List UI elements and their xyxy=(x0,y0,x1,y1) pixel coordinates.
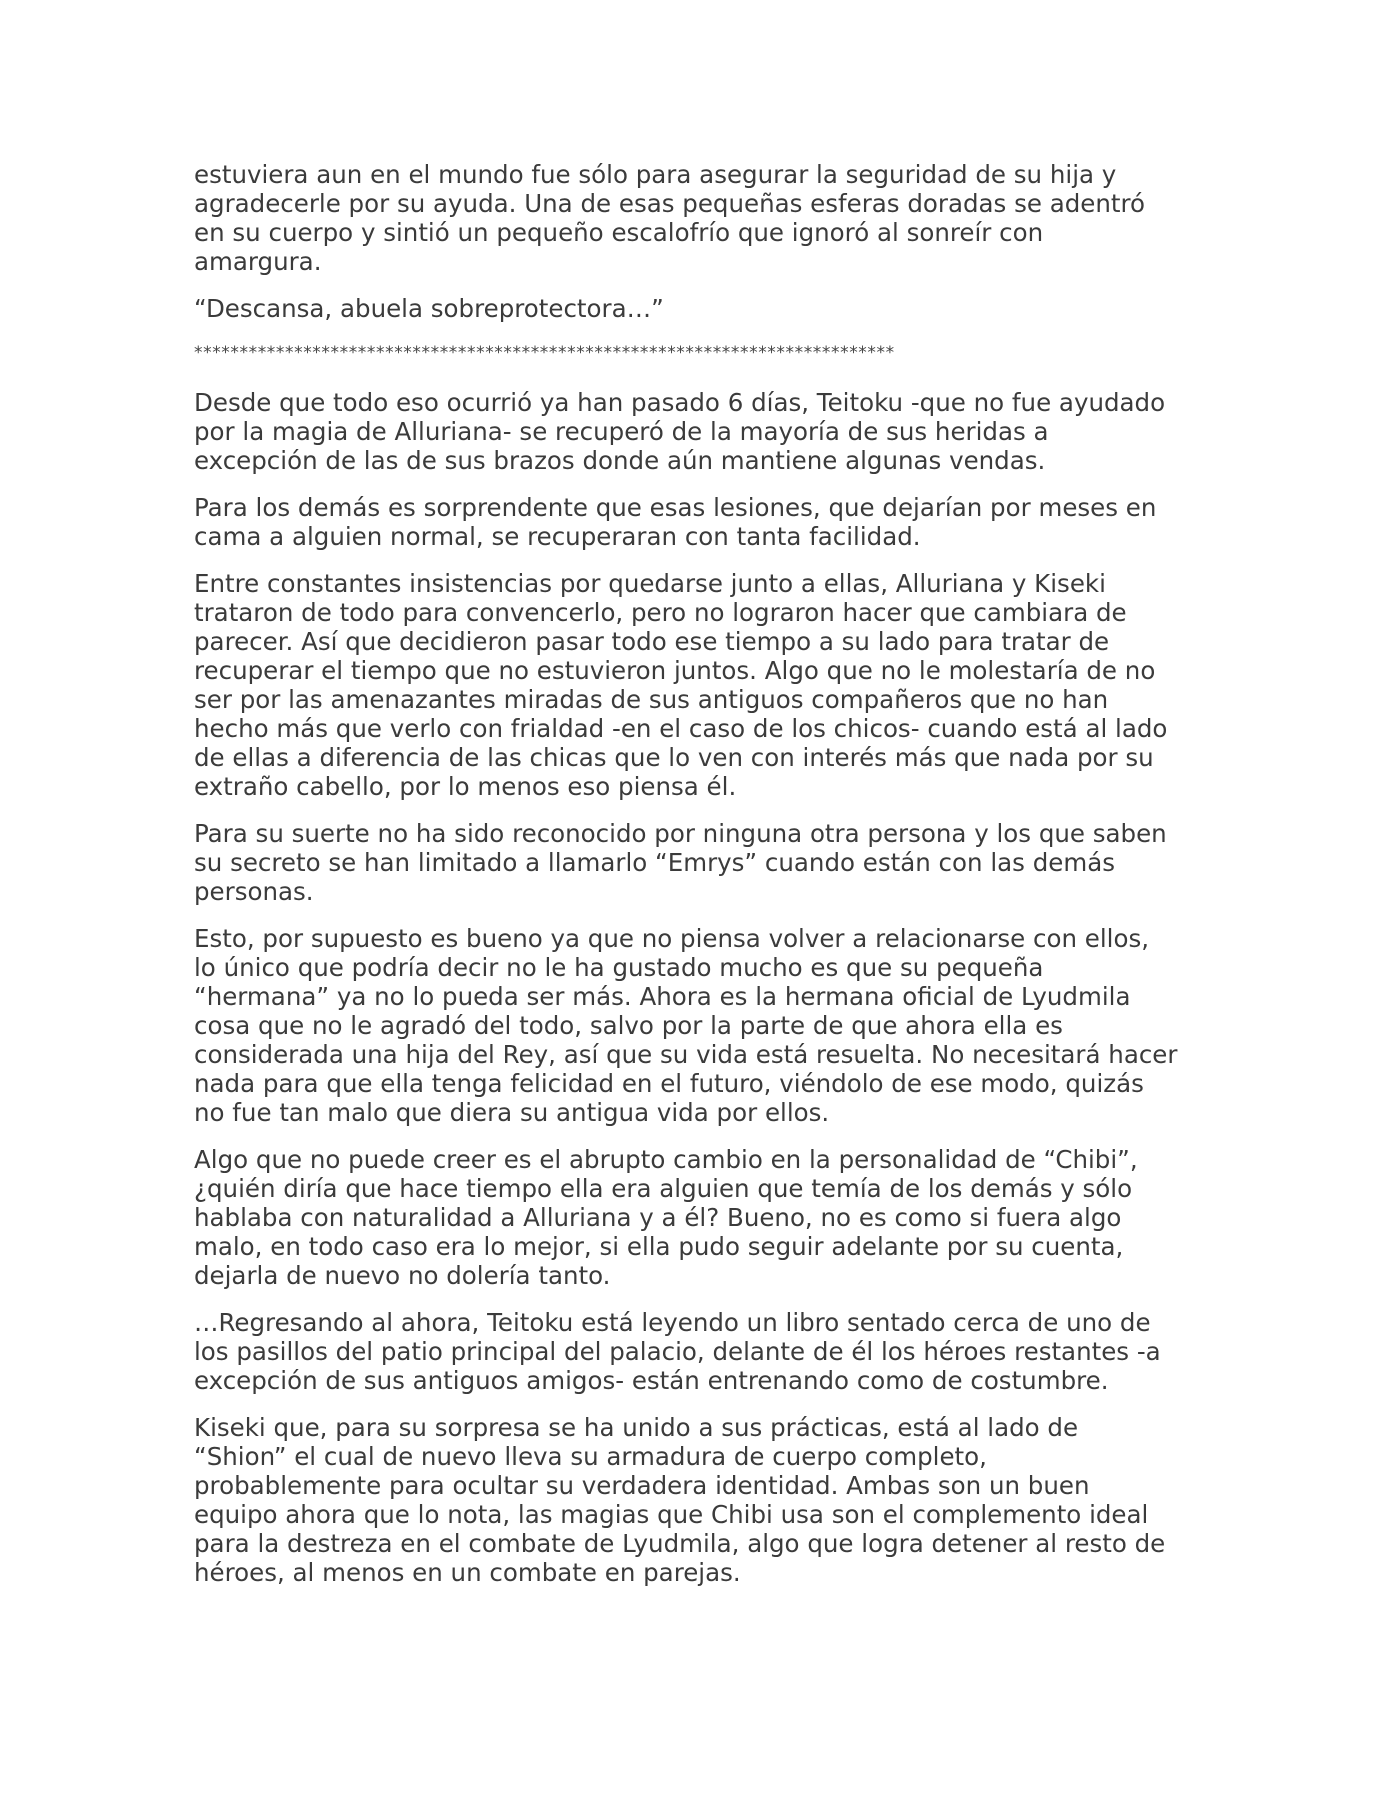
text-line: extraño cabello, por lo menos eso piensa él. xyxy=(194,772,737,801)
dialogue-paragraph xyxy=(194,294,1224,323)
body-paragraph xyxy=(194,160,1224,276)
text-line: nada para que ella tenga felicidad en el futuro, viéndolo de ese modo, quizás xyxy=(194,1069,1144,1098)
text-line: Para su suerte no ha sido reconocido por ninguna otra persona y los que saben xyxy=(194,819,1167,848)
text-line: de ellas a diferencia de las chicas que lo ven con interés más que nada por su xyxy=(194,743,1154,772)
text-line: “Descansa, abuela sobreprotectora…” xyxy=(194,294,664,323)
text-line: Kiseki que, para su sorpresa se ha unido a sus prácticas, está al lado de xyxy=(194,1413,1079,1442)
body-paragraph xyxy=(194,1308,1224,1395)
text-line: los pasillos del patio principal del palacio, delante de él los héroes restantes -a xyxy=(194,1337,1161,1366)
body-paragraph xyxy=(194,924,1224,1127)
text-line: recuperar el tiempo que no estuvieron juntos. Algo que no le molestaría de no xyxy=(194,656,1156,685)
text-line: personas. xyxy=(194,877,314,906)
text-line: hecho más que verlo con frialdad -en el caso de los chicos- cuando está al lado xyxy=(194,714,1168,743)
text-line: Algo que no puede creer es el abrupto cambio en la personalidad de “Chibi”, xyxy=(194,1145,1138,1174)
text-line: cama a alguien normal, se recuperaran con tanta facilidad. xyxy=(194,522,921,551)
body-paragraph xyxy=(194,819,1224,906)
body-paragraph xyxy=(194,569,1224,801)
text-line: Para los demás es sorprendente que esas lesiones, que dejarían por meses en xyxy=(194,493,1157,522)
text-line: cosa que no le agradó del todo, salvo por la parte de que ahora ella es xyxy=(194,1011,1063,1040)
text-line: “hermana” ya no lo pueda ser más. Ahora es la hermana oficial de Lyudmila xyxy=(194,982,1131,1011)
text-line: parecer. Así que decidieron pasar todo ese tiempo a su lado para tratar de xyxy=(194,627,1110,656)
text-line: ***************************************************************************** xyxy=(194,343,895,363)
text-line: probablemente para ocultar su verdadera identidad. Ambas son un buen xyxy=(194,1471,1090,1500)
text-line: considerada una hija del Rey, así que su vida está resuelta. No necesitará hacer xyxy=(194,1040,1178,1069)
text-line: su secreto se han limitado a llamarlo “Emrys” cuando están con las demás xyxy=(194,848,1115,877)
text-line: Desde que todo eso ocurrió ya han pasado 6 días, Teitoku -que no fue ayudado xyxy=(194,388,1166,417)
text-line: en su cuerpo y sintió un pequeño escalofrío que ignoró al sonreír con xyxy=(194,218,1044,247)
text-line: excepción de sus antiguos amigos- están entrenando como de costumbre. xyxy=(194,1366,1109,1395)
section-separator xyxy=(194,339,1224,368)
body-paragraph xyxy=(194,388,1224,475)
text-line: …Regresando al ahora, Teitoku está leyendo un libro sentado cerca de uno de xyxy=(194,1308,1151,1337)
text-line: “Shion” el cual de nuevo lleva su armadura de cuerpo completo, xyxy=(194,1442,987,1471)
document-page xyxy=(194,160,1224,1605)
text-line: amargura. xyxy=(194,247,322,276)
text-line: Entre constantes insistencias por quedarse junto a ellas, Alluriana y Kiseki xyxy=(194,569,1106,598)
text-line: estuviera aun en el mundo fue sólo para asegurar la seguridad de su hija y xyxy=(194,160,1117,189)
body-paragraph xyxy=(194,1145,1224,1290)
text-line: para la destreza en el combate de Lyudmila, algo que logra detener al resto de xyxy=(194,1529,1166,1558)
text-line: lo único que podría decir no le ha gustado mucho es que su pequeña xyxy=(194,953,1044,982)
text-line: ¿quién diría que hace tiempo ella era alguien que temía de los demás y sólo xyxy=(194,1174,1133,1203)
text-line: dejarla de nuevo no dolería tanto. xyxy=(194,1261,611,1290)
body-paragraph xyxy=(194,1413,1224,1587)
text-line: hablaba con naturalidad a Alluriana y a él? Bueno, no es como si fuera algo xyxy=(194,1203,1122,1232)
text-line: héroes, al menos en un combate en parejas. xyxy=(194,1558,741,1587)
text-line: equipo ahora que lo nota, las magias que Chibi usa son el complemento ideal xyxy=(194,1500,1149,1529)
text-line: trataron de todo para convencerlo, pero no lograron hacer que cambiara de xyxy=(194,598,1127,627)
text-line: ser por las amenazantes miradas de sus antiguos compañeros que no han xyxy=(194,685,1109,714)
text-line: malo, en todo caso era lo mejor, si ella pudo seguir adelante por su cuenta, xyxy=(194,1232,1124,1261)
text-line: agradecerle por su ayuda. Una de esas pequeñas esferas doradas se adentró xyxy=(194,189,1146,218)
text-line: por la magia de Alluriana- se recuperó de la mayoría de sus heridas a xyxy=(194,417,1049,446)
text-line: excepción de las de sus brazos donde aún mantiene algunas vendas. xyxy=(194,446,1046,475)
text-line: no fue tan malo que diera su antigua vida por ellos. xyxy=(194,1098,830,1127)
body-paragraph xyxy=(194,493,1224,551)
text-line: Esto, por supuesto es bueno ya que no piensa volver a relacionarse con ellos, xyxy=(194,924,1150,953)
